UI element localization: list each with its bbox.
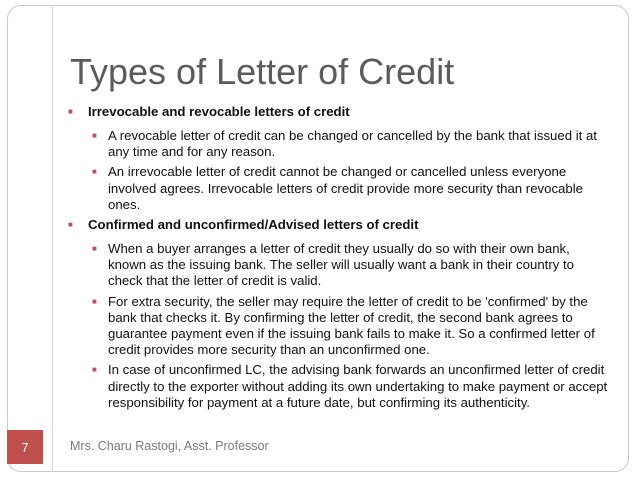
list-item-text: An irrevocable letter of credit cannot be changed or cancelled unless everyone involved agrees. Irrevocable letters of credit provide more security than revocable ones. bbox=[108, 164, 583, 212]
list-item-text: In case of unconfirmed LC, the advising bank forwards an unconfirmed letter of credit directly to the exporter without adding its own undertaking to make payment or accept responsibility for payment at a future date, but confirming its authenticity. bbox=[108, 362, 608, 410]
slide-title: Types of Letter of Credit bbox=[70, 51, 455, 92]
list-item-text: When a buyer arranges a letter of credit they usually do so with their own bank, known as the issuing bank. The seller will usually want a bank in their country to check that the letter of credit is valid. bbox=[108, 241, 574, 289]
list-item bbox=[60, 128, 610, 160]
section-heading bbox=[60, 217, 610, 233]
section-heading-text: Irrevocable and revocable letters of credit bbox=[88, 104, 350, 119]
slide-content bbox=[60, 104, 610, 415]
slide-side-divider bbox=[52, 5, 53, 472]
square-bullet-icon: ■ bbox=[92, 365, 97, 375]
section-heading-text: Confirmed and unconfirmed/Advised letters of credit bbox=[88, 217, 419, 233]
square-bullet-icon: ■ bbox=[92, 131, 97, 140]
list-item bbox=[60, 362, 610, 411]
square-bullet-icon: ■ bbox=[68, 107, 73, 116]
list-item bbox=[60, 164, 610, 213]
square-bullet-icon: ■ bbox=[68, 220, 73, 230]
list-item bbox=[60, 294, 610, 359]
slide-number: 7 bbox=[7, 430, 43, 464]
section-heading bbox=[60, 104, 610, 120]
list-item-text: A revocable letter of credit can be changed or cancelled by the bank that issued it at any time and for any reason. bbox=[108, 128, 597, 160]
square-bullet-icon: ■ bbox=[92, 167, 97, 177]
slide-footer: Mrs. Charu Rastogi, Asst. Professor bbox=[70, 439, 269, 453]
square-bullet-icon: ■ bbox=[92, 244, 97, 254]
list-item-text: For extra security, the seller may require the letter of credit to be 'confirmed' by the bank that checks it. By confirming the letter of credit, the second bank agrees to guarantee payment even if the issuing bank fails to make it. So a confirmed letter of credit provides more security than an unconfirmed one. bbox=[108, 293, 595, 358]
square-bullet-icon: ■ bbox=[92, 296, 97, 306]
list-item bbox=[60, 241, 610, 290]
